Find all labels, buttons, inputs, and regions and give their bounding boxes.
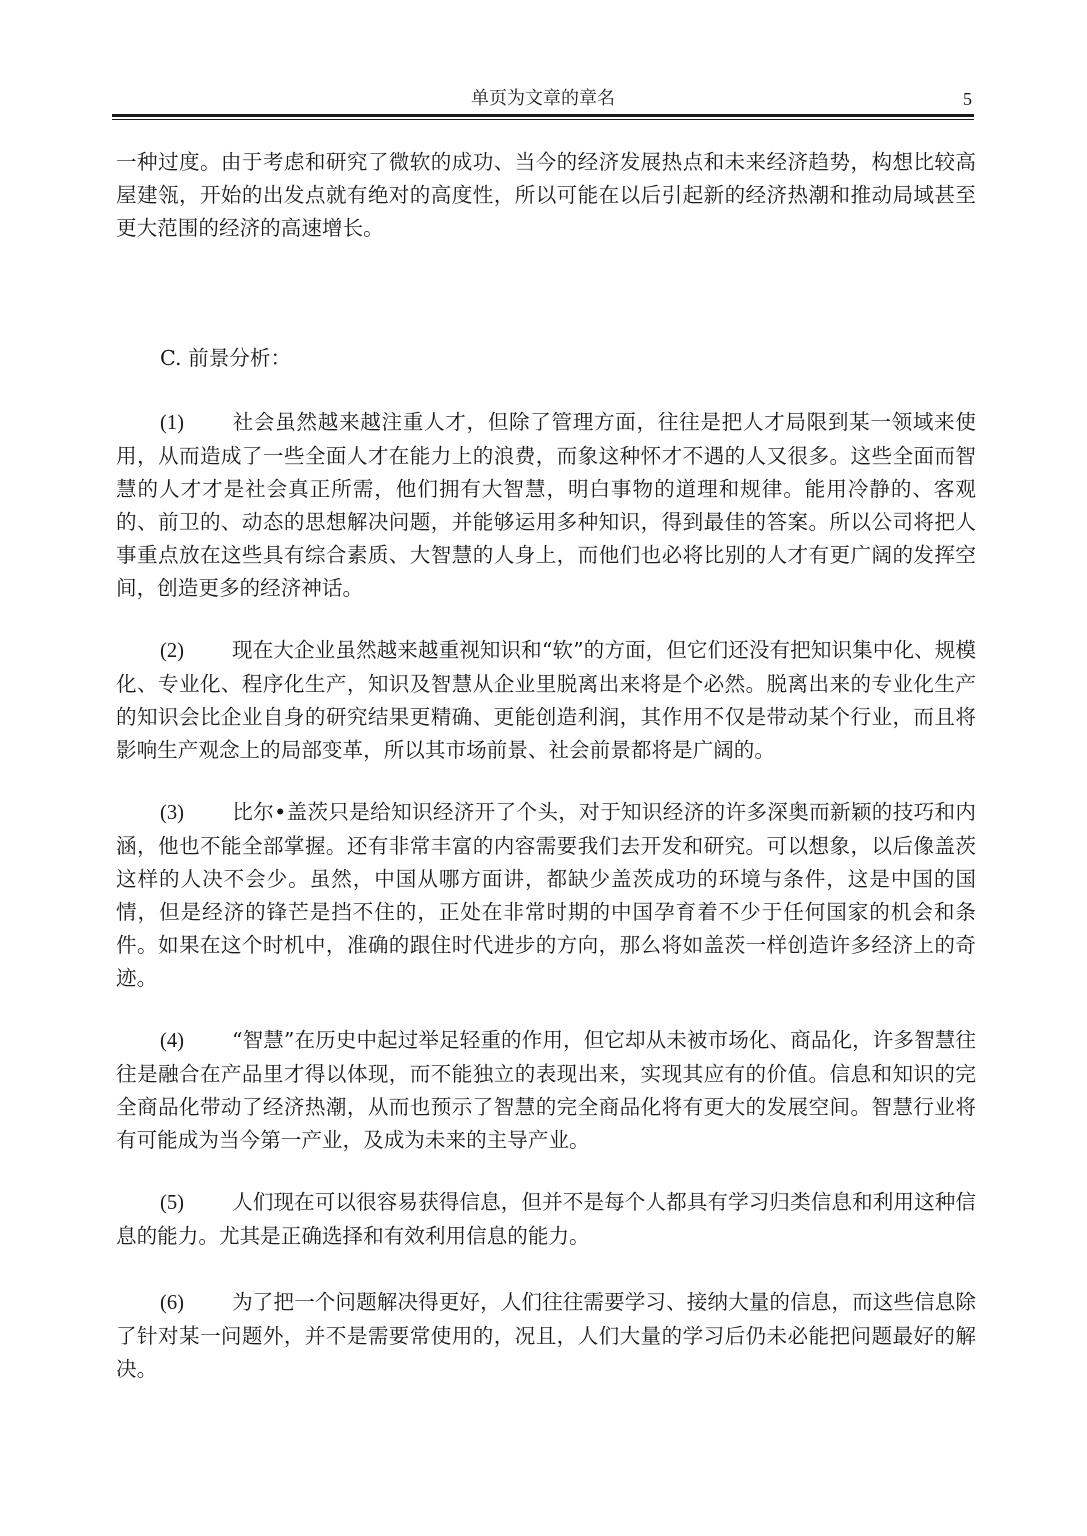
- item-text: 现在大企业虽然越来越重视知识和“软”的方面，但它们还没有把知识集中化、规模化、专业化、程序化生产，知识及智慧从企业里脱离出来将是个必然。脱离出来的专业化生产的知识会比企业自身的研究结果更精确、更能创造利润，其作用不仅是带动某个行业，而且将影响生产观念上的局部变革，所以其市场前景、社会前景都将是广阔的。: [116, 638, 976, 762]
- item-number: (4): [160, 1030, 185, 1052]
- page-number: 5: [963, 89, 972, 109]
- chapter-title: 单页为文章的章名: [471, 88, 615, 109]
- item-text: 社会虽然越来越注重人才，但除了管理方面，往往是把人才局限到某一领域来使用，从而造成了一些全面人才在能力上的浪费，而象这种怀才不遇的人又很多。这些全面而智慧的人才才是社会真正所需，他们拥有大智慧，明白事物的道理和规律。能用冷静的、客观的、前卫的、动态的思想解决问题，并能够运用多种知识，得到最佳的答案。所以公司将把人事重点放在这些具有综合素质、大智慧的人身上，而他们也必将比别的人才有更广阔的发挥空间，创造更多的经济神话。: [116, 410, 976, 600]
- list-item-1: [116, 406, 976, 605]
- item-number: (5): [160, 1192, 185, 1214]
- list-item-6: [116, 1286, 976, 1386]
- item-text: 比尔•盖茨只是给知识经济开了个头，对于知识经济的许多深奥而新颖的技巧和内涵，他也不能全部掌握。还有非常丰富的内容需要我们去开发和研究。可以想象，以后像盖茨这样的人决不会少。虽然，中国从哪方面讲，都缺少盖茨成功的环境与条件，这是中国的国情，但是经济的锋芒是挡不住的，正处在非常时期的中国孕育着不少于任何国家的机会和条件。如果在这个时机中，准确的跟住时代进步的方向，那么将如盖茨一样创造许多经济上的奇迹。: [116, 800, 976, 990]
- item-number: (1): [160, 412, 185, 434]
- list-item-5: [116, 1186, 976, 1253]
- item-number: (6): [160, 1292, 185, 1314]
- section-heading: C. 前景分析：: [160, 346, 292, 370]
- item-number: (2): [160, 640, 185, 662]
- list-item-3: [116, 796, 976, 995]
- intro-paragraph: 一种过度。由于考虑和研究了微软的成功、当今的经济发展热点和未来经济趋势，构想比较高屋建瓴，开始的出发点就有绝对的高度性，所以可能在以后引起新的经济热潮和推动局域甚至更大范围的经济的高速增长。: [116, 150, 976, 240]
- item-text: 为了把一个问题解决得更好，人们往往需要学习、接纳大量的信息，而这些信息除了针对某一问题外，并不是需要常使用的，况且，人们大量的学习后仍未必能把问题最好的解决。: [116, 1290, 976, 1381]
- header-rule-thin: [112, 119, 974, 120]
- item-number: (3): [160, 802, 185, 824]
- page-header: [112, 86, 974, 112]
- list-item-2: [116, 634, 976, 767]
- item-text: “智慧”在历史中起过举足轻重的作用，但它却从未被市场化、商品化，许多智慧往往是融合在产品里才得以体现，而不能独立的表现出来，实现其应有的价值。信息和知识的完全商品化带动了经济热潮，从而也预示了智慧的完全商品化将有更大的发展空间。智慧行业将有可能成为当今第一产业，及成为未来的主导产业。: [116, 1028, 976, 1152]
- header-rule-thick: [112, 114, 974, 117]
- list-item-4: [116, 1024, 976, 1157]
- item-text: 人们现在可以很容易获得信息，但并不是每个人都具有学习归类信息和利用这种信息的能力。尤其是正确选择和有效利用信息的能力。: [116, 1190, 976, 1248]
